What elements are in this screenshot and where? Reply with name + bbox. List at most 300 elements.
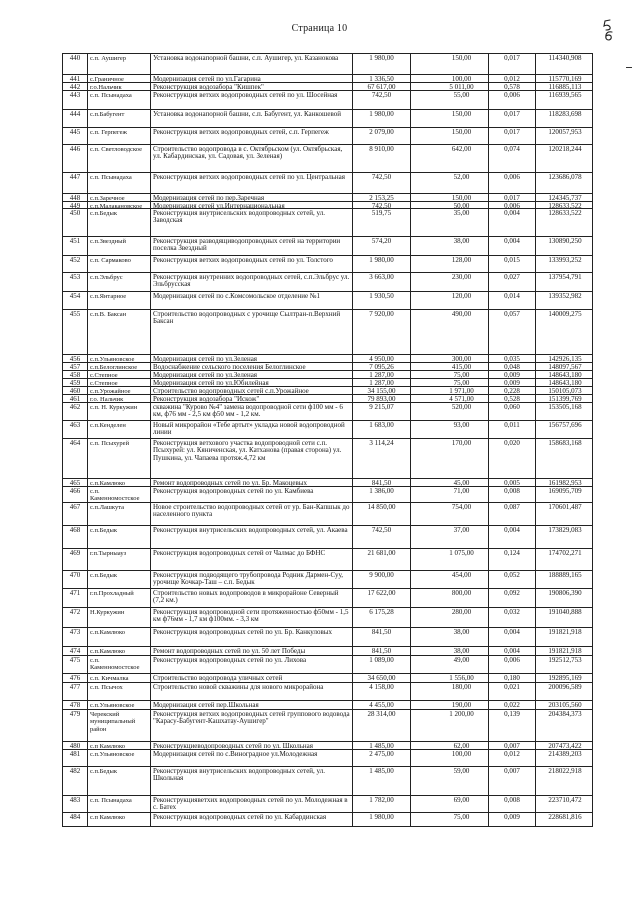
quantity-value: 170,00 <box>411 439 489 478</box>
cost-value: 2 079,00 <box>353 128 411 144</box>
work-description: Реконструкция водопроводных сетей по ул. Бр. Канкуловых <box>151 628 353 646</box>
work-description: Реконструкция водопроводных сетей от Чалмас до БФНС <box>151 549 353 570</box>
cumulative-total-value: 173829,083 <box>536 526 593 548</box>
quantity-value: 75,00 <box>411 379 489 386</box>
cost-value: 1 980,00 <box>353 110 411 127</box>
row-number: 462 <box>63 403 88 420</box>
share-value: 0,004 <box>489 628 536 646</box>
quantity-value: 1 200,00 <box>411 710 489 741</box>
table-row <box>63 256 593 273</box>
row-number: 452 <box>63 256 88 272</box>
row-number: 451 <box>63 237 88 255</box>
handwritten-mark <box>599 18 617 42</box>
work-description: Реконструкция водозабора "Кишпек" <box>151 83 353 90</box>
cost-value: 4 950,00 <box>353 355 411 362</box>
cost-value: 841,50 <box>353 647 411 655</box>
cost-value: 3 114,24 <box>353 439 411 478</box>
table-row <box>63 479 593 487</box>
cost-value: 574,20 <box>353 237 411 255</box>
share-value: 0,020 <box>489 439 536 478</box>
row-number: 466 <box>63 487 88 502</box>
quantity-value: 190,00 <box>411 701 489 709</box>
table-row <box>63 75 593 83</box>
share-value: 0,124 <box>489 549 536 570</box>
work-description: Реконструкция ветхих водопроводных сетей по ул. Шосейная <box>151 91 353 109</box>
share-value: 0,017 <box>489 110 536 127</box>
quantity-value: 69,00 <box>411 796 489 812</box>
cost-value: 21 681,00 <box>353 549 411 570</box>
quantity-value: 100,00 <box>411 75 489 82</box>
share-value: 0,005 <box>489 479 536 486</box>
quantity-value: 52,00 <box>411 173 489 193</box>
row-number: 472 <box>63 608 88 627</box>
work-description: Модернизация сетей по ул.Зеленая <box>151 371 353 378</box>
share-value: 0,074 <box>489 145 536 172</box>
settlement-name: с.п.Ульяновское <box>88 355 151 362</box>
table-row <box>63 387 593 395</box>
quantity-value: 50,00 <box>411 202 489 208</box>
cost-value: 742,50 <box>353 91 411 109</box>
row-number: 463 <box>63 421 88 438</box>
cost-value: 1 287,00 <box>353 371 411 378</box>
cost-value: 34 155,00 <box>353 387 411 394</box>
quantity-value: 490,00 <box>411 310 489 354</box>
row-number: 464 <box>63 439 88 478</box>
cumulative-total-value: 128633,522 <box>536 202 593 208</box>
cost-value: 8 910,00 <box>353 145 411 172</box>
cumulative-total-value: 200096,589 <box>536 683 593 700</box>
share-value: 0,012 <box>489 75 536 82</box>
row-number: 473 <box>63 628 88 646</box>
settlement-name: с.Степное <box>88 371 151 378</box>
work-description: Модернизация сетей пер.Школьная <box>151 701 353 709</box>
table-row <box>63 379 593 387</box>
share-value: 0,011 <box>489 421 536 438</box>
work-description: Реконструкция водопроводных сетей по ул. Кабардинская <box>151 813 353 826</box>
settlement-name: с.п. Кичмалка <box>88 674 151 682</box>
settlement-name: с.п.Бедык <box>88 526 151 548</box>
quantity-value: 5 011,00 <box>411 83 489 90</box>
cost-value: 1 485,00 <box>353 742 411 749</box>
share-value: 0,008 <box>489 487 536 502</box>
share-value: 0,015 <box>489 256 536 272</box>
table-row <box>63 209 593 237</box>
row-number: 446 <box>63 145 88 172</box>
work-description: скважина "Курово №4" замена водопроводной сети ф100 мм - 6 км, ф76 мм - 2,5 км ф50 мм - 1,2 км. <box>151 403 353 420</box>
settlement-name: с.п. Н. Куркужин <box>88 403 151 420</box>
work-description: Реконструкция внутрисельских водопроводных сетей, ул. Заводская <box>151 209 353 236</box>
cumulative-total-value: 140009,275 <box>536 310 593 354</box>
cost-value: 9 215,07 <box>353 403 411 420</box>
cumulative-total-value: 142926,135 <box>536 355 593 362</box>
settlement-name: с.п.Бедык <box>88 767 151 795</box>
cost-value: 1 386,00 <box>353 487 411 502</box>
row-number: 444 <box>63 110 88 127</box>
quantity-value: 1 556,00 <box>411 674 489 682</box>
quantity-value: 180,00 <box>411 683 489 700</box>
table-row <box>63 487 593 503</box>
quantity-value: 75,00 <box>411 371 489 378</box>
settlement-name: с.п.Урожайное <box>88 387 151 394</box>
settlement-name: с.п. Псынадаха <box>88 91 151 109</box>
works-table <box>62 53 593 827</box>
settlement-name: с.п Камлюко <box>88 813 151 826</box>
work-description: Реконструкция внутренних водопроводных сетей, с.п.Эльбрус ул. Эльбрусская <box>151 273 353 291</box>
cumulative-total-value: 191821,918 <box>536 628 593 646</box>
cumulative-total-value: 188889,165 <box>536 571 593 588</box>
scan-mark <box>626 66 632 69</box>
cost-value: 1 782,00 <box>353 796 411 812</box>
cumulative-total-value: 130890,250 <box>536 237 593 255</box>
table-row <box>63 128 593 145</box>
share-value: 0,004 <box>489 209 536 236</box>
cumulative-total-value: 116939,565 <box>536 91 593 109</box>
settlement-name: с.Степное <box>88 379 151 386</box>
table-row <box>63 395 593 403</box>
settlement-name: с.п. Псыхурей <box>88 439 151 478</box>
quantity-value: 642,00 <box>411 145 489 172</box>
settlement-name: с.п.Эльбрус <box>88 273 151 291</box>
table-row <box>63 145 593 173</box>
row-number: 440 <box>63 54 88 74</box>
work-description: Реконструкция ветхового участка водопроводной сети с.п. Псыхурей: ул. Кяниченская, ул. Катханова (правая сторона) ул. Пушкина, ул. Чапаева протяж.4,72 км <box>151 439 353 478</box>
table-row <box>63 683 593 701</box>
cost-value: 1 683,00 <box>353 421 411 438</box>
share-value: 0,007 <box>489 767 536 795</box>
quantity-value: 55,00 <box>411 91 489 109</box>
row-number: 482 <box>63 767 88 795</box>
table-row <box>63 83 593 91</box>
table-row <box>63 273 593 292</box>
settlement-name: с.п. Каменномостское <box>88 487 151 502</box>
share-value: 0,048 <box>489 363 536 370</box>
share-value: 0,012 <box>489 750 536 766</box>
row-number: 454 <box>63 292 88 309</box>
cost-value: 1 980,00 <box>353 54 411 74</box>
share-value: 0,008 <box>489 796 536 812</box>
cumulative-total-value: 128633,522 <box>536 209 593 236</box>
work-description: Реконструкция внутрисельских водопроводных сетей, ул. Акаева <box>151 526 353 548</box>
work-description: Строительство водопроводных сетей с.п.Урожайное <box>151 387 353 394</box>
cost-value: 7 095,26 <box>353 363 411 370</box>
work-description: Ремонт водопроводных сетей по ул. 50 лет Победы <box>151 647 353 655</box>
cumulative-total-value: 148097,567 <box>536 363 593 370</box>
cost-value: 7 920,00 <box>353 310 411 354</box>
cost-value: 67 617,00 <box>353 83 411 90</box>
cost-value: 6 175,28 <box>353 608 411 627</box>
cost-value: 34 650,00 <box>353 674 411 682</box>
cost-value: 17 622,00 <box>353 589 411 607</box>
work-description: Строительство водопроводных с урочище Сылтран-п.Верхний Баксан <box>151 310 353 354</box>
quantity-value: 93,00 <box>411 421 489 438</box>
settlement-name: с.п.Заречное <box>88 194 151 201</box>
table-row <box>63 54 593 75</box>
share-value: 0,060 <box>489 403 536 420</box>
settlement-name: с.п.Звездный <box>88 237 151 255</box>
table-row <box>63 589 593 608</box>
row-number: 470 <box>63 571 88 588</box>
quantity-value: 38,00 <box>411 647 489 655</box>
cumulative-total-value: 214389,203 <box>536 750 593 766</box>
table-row <box>63 363 593 371</box>
cost-value: 4 455,00 <box>353 701 411 709</box>
settlement-name: с.п. Светловодское <box>88 145 151 172</box>
cumulative-total-value: 204384,373 <box>536 710 593 741</box>
cumulative-total-value: 191821,918 <box>536 647 593 655</box>
settlement-name: с.п.Ульяновское <box>88 701 151 709</box>
row-number: 468 <box>63 526 88 548</box>
settlement-name: с.п. Аушигер <box>88 54 151 74</box>
work-description: Реконструкция ветхих водопроводных сетей по ул. Толстого <box>151 256 353 272</box>
settlement-name: с.п.Бедык <box>88 209 151 236</box>
table-row <box>63 421 593 439</box>
share-value: 0,052 <box>489 571 536 588</box>
settlement-name: с.п.Бедык <box>88 571 151 588</box>
settlement-name: г.о. Нальчик <box>88 395 151 402</box>
row-number: 475 <box>63 656 88 673</box>
quantity-value: 300,00 <box>411 355 489 362</box>
work-description: Строительство водопровода в с. Октябрьском (ул. Октябрьская, ул. Кабардинская, ул. Садовая, ул. Зеленая) <box>151 145 353 172</box>
quantity-value: 100,00 <box>411 750 489 766</box>
work-description: Модернизация сетей ул.Интернациональная <box>151 202 353 208</box>
work-description: Реконструкция водопроводных сетей по ул. Камбиева <box>151 487 353 502</box>
table-row <box>63 439 593 479</box>
settlement-name: г.п.Тырныауз <box>88 549 151 570</box>
quantity-value: 59,00 <box>411 767 489 795</box>
share-value: 0,139 <box>489 710 536 741</box>
work-description: Модернизация сетей по с.Виноградное ул.Молодежная <box>151 750 353 766</box>
cumulative-total-value: 190806,390 <box>536 589 593 607</box>
cost-value: 1 980,00 <box>353 813 411 826</box>
share-value: 0,032 <box>489 608 536 627</box>
share-value: 0,087 <box>489 503 536 525</box>
work-description: Реконструкция водопроводной сети протяженностью ф50мм - 1,5 км ф76мм - 1,7 км ф100мм. - 3,3 км <box>151 608 353 627</box>
table-row <box>63 110 593 128</box>
row-number: 442 <box>63 83 88 90</box>
cumulative-total-value: 169095,709 <box>536 487 593 502</box>
cost-value: 519,75 <box>353 209 411 236</box>
work-description: Реконструкция водозабора "Искож" <box>151 395 353 402</box>
cost-value: 1 980,00 <box>353 256 411 272</box>
table-row <box>63 656 593 674</box>
cost-value: 1 089,00 <box>353 656 411 673</box>
cumulative-total-value: 156757,696 <box>536 421 593 438</box>
quantity-value: 800,00 <box>411 589 489 607</box>
table-row <box>63 237 593 256</box>
quantity-value: 128,00 <box>411 256 489 272</box>
quantity-value: 4 571,00 <box>411 395 489 402</box>
quantity-value: 520,00 <box>411 403 489 420</box>
cumulative-total-value: 139352,982 <box>536 292 593 309</box>
row-number: 469 <box>63 549 88 570</box>
row-number: 457 <box>63 363 88 370</box>
cost-value: 28 314,00 <box>353 710 411 741</box>
cumulative-total-value: 116885,113 <box>536 83 593 90</box>
row-number: 448 <box>63 194 88 201</box>
cumulative-total-value: 170601,487 <box>536 503 593 525</box>
quantity-value: 38,00 <box>411 237 489 255</box>
settlement-name: с.Граничное <box>88 75 151 82</box>
table-row <box>63 710 593 742</box>
cumulative-total-value: 123686,078 <box>536 173 593 193</box>
table-row <box>63 796 593 813</box>
share-value: 0,004 <box>489 647 536 655</box>
row-number: 445 <box>63 128 88 144</box>
table-row <box>63 173 593 194</box>
cost-value: 841,50 <box>353 479 411 486</box>
row-number: 479 <box>63 710 88 741</box>
share-value: 0,009 <box>489 813 536 826</box>
share-value: 0,578 <box>489 83 536 90</box>
quantity-value: 120,00 <box>411 292 489 309</box>
cumulative-total-value: 218022,918 <box>536 767 593 795</box>
quantity-value: 415,00 <box>411 363 489 370</box>
settlement-name: с.п.Ульяновское <box>88 750 151 766</box>
share-value: 0,035 <box>489 355 536 362</box>
quantity-value: 37,00 <box>411 526 489 548</box>
work-description: Новое строительство водопроводных сетей от ур. Бан-Капшык до населенного пункта <box>151 503 353 525</box>
cumulative-total-value: 223710,472 <box>536 796 593 812</box>
cumulative-total-value: 133993,252 <box>536 256 593 272</box>
work-description: Модернизация сетей по ул.Гагарина <box>151 75 353 82</box>
cumulative-total-value: 158683,168 <box>536 439 593 478</box>
work-description: Строительство новой скважины для нового микрорайона <box>151 683 353 700</box>
share-value: 0,021 <box>489 683 536 700</box>
cost-value: 2 153,25 <box>353 194 411 201</box>
share-value: 0,057 <box>489 310 536 354</box>
cost-value: 841,50 <box>353 628 411 646</box>
cumulative-total-value: 120057,953 <box>536 128 593 144</box>
cumulative-total-value: 115770,169 <box>536 75 593 82</box>
settlement-name: с.п.Малакановское <box>88 202 151 208</box>
row-number: 447 <box>63 173 88 193</box>
work-description: Реконструкция разводящиводопроводных сетей на территории поселка Звездный <box>151 237 353 255</box>
share-value: 0,004 <box>489 237 536 255</box>
share-value: 0,014 <box>489 292 536 309</box>
cost-value: 1 287,00 <box>353 379 411 386</box>
work-description: Строительство новых водопроводов в микрорайоне Северный (7,2 км.) <box>151 589 353 607</box>
settlement-name: с.п. Герпегеж <box>88 128 151 144</box>
cost-value: 9 900,00 <box>353 571 411 588</box>
work-description: Реконструкция подводящего трубопровода Родник Дармен-Суу, урочище Кочкар-Таш – с.п. Бедык <box>151 571 353 588</box>
work-description: Новый микрорайон «Тебе артыт» укладка новой водопроводной линии <box>151 421 353 438</box>
row-number: 465 <box>63 479 88 486</box>
quantity-value: 1 971,00 <box>411 387 489 394</box>
work-description: Реконструкция внутрисельских водопроводных сетей, ул. Школьная <box>151 767 353 795</box>
cumulative-total-value: 174702,271 <box>536 549 593 570</box>
settlement-name: Н.Куркужин <box>88 608 151 627</box>
share-value: 0,004 <box>489 526 536 548</box>
settlement-name: с.п.Лашкута <box>88 503 151 525</box>
table-row <box>63 742 593 750</box>
cost-value: 3 663,00 <box>353 273 411 291</box>
settlement-name: с.п. Псынадаха <box>88 796 151 812</box>
share-value: 0,017 <box>489 54 536 74</box>
cost-value: 1 485,00 <box>353 767 411 795</box>
cost-value: 742,50 <box>353 202 411 208</box>
row-number: 474 <box>63 647 88 655</box>
quantity-value: 230,00 <box>411 273 489 291</box>
share-value: 0,009 <box>489 371 536 378</box>
quantity-value: 75,00 <box>411 813 489 826</box>
share-value: 0,528 <box>489 395 536 402</box>
work-description: Реконструкция ветхих водопроводных сетей группового водовода "Карасу-Бабугент-Кашхатау-Аушигер" <box>151 710 353 741</box>
cost-value: 1 930,50 <box>353 292 411 309</box>
settlement-name: с.п. Сармаково <box>88 256 151 272</box>
row-number: 484 <box>63 813 88 826</box>
cumulative-total-value: 148643,180 <box>536 379 593 386</box>
row-number: 441 <box>63 75 88 82</box>
table-row <box>63 292 593 310</box>
share-value: 0,180 <box>489 674 536 682</box>
quantity-value: 45,00 <box>411 479 489 486</box>
quantity-value: 150,00 <box>411 194 489 201</box>
settlement-name: с.п.Янтарное <box>88 292 151 309</box>
table-row <box>63 647 593 656</box>
table-row <box>63 194 593 202</box>
cumulative-total-value: 161982,953 <box>536 479 593 486</box>
settlement-name: с.п.Камлюко <box>88 628 151 646</box>
table-row <box>63 310 593 355</box>
share-value: 0,006 <box>489 202 536 208</box>
share-value: 0,228 <box>489 387 536 394</box>
settlement-name: с.п.Камлюко <box>88 647 151 655</box>
table-row <box>63 403 593 421</box>
table-row <box>63 91 593 110</box>
quantity-value: 1 075,00 <box>411 549 489 570</box>
cost-value: 742,50 <box>353 526 411 548</box>
page-title: Страница 10 <box>291 23 348 34</box>
settlement-name: с.п.В. Баксан <box>88 310 151 354</box>
work-description: Реконструкция ветхих водопроводных сетей по ул. Центральная <box>151 173 353 193</box>
work-description: Модернизация сетей по пер.Заречная <box>151 194 353 201</box>
settlement-name: с.п Камлюко <box>88 742 151 749</box>
row-number: 480 <box>63 742 88 749</box>
settlement-name: с.п.Камлюко <box>88 479 151 486</box>
share-value: 0,022 <box>489 701 536 709</box>
quantity-value: 62,00 <box>411 742 489 749</box>
row-number: 458 <box>63 371 88 378</box>
cost-value: 79 893,00 <box>353 395 411 402</box>
table-row <box>63 371 593 379</box>
settlement-name: с.п. Псычох <box>88 683 151 700</box>
work-description: Строительство водопровода уличных сетей <box>151 674 353 682</box>
table-row <box>63 526 593 549</box>
row-number: 443 <box>63 91 88 109</box>
row-number: 449 <box>63 202 88 208</box>
settlement-name: с.п.Бабугент <box>88 110 151 127</box>
cumulative-total-value: 153505,168 <box>536 403 593 420</box>
cost-value: 4 158,00 <box>353 683 411 700</box>
row-number: 453 <box>63 273 88 291</box>
settlement-name: Черекский муниципальный район <box>88 710 151 741</box>
table-row <box>63 767 593 796</box>
quantity-value: 280,00 <box>411 608 489 627</box>
row-number: 450 <box>63 209 88 236</box>
cumulative-total-value: 192512,753 <box>536 656 593 673</box>
share-value: 0,006 <box>489 656 536 673</box>
table-row <box>63 750 593 767</box>
cumulative-total-value: 118283,698 <box>536 110 593 127</box>
cumulative-total-value: 148643,180 <box>536 371 593 378</box>
quantity-value: 35,00 <box>411 209 489 236</box>
quantity-value: 754,00 <box>411 503 489 525</box>
table-row <box>63 674 593 683</box>
work-description: Модернизация сетей по ул.Юбилейная <box>151 379 353 386</box>
cumulative-total-value: 203105,560 <box>536 701 593 709</box>
row-number: 476 <box>63 674 88 682</box>
row-number: 460 <box>63 387 88 394</box>
